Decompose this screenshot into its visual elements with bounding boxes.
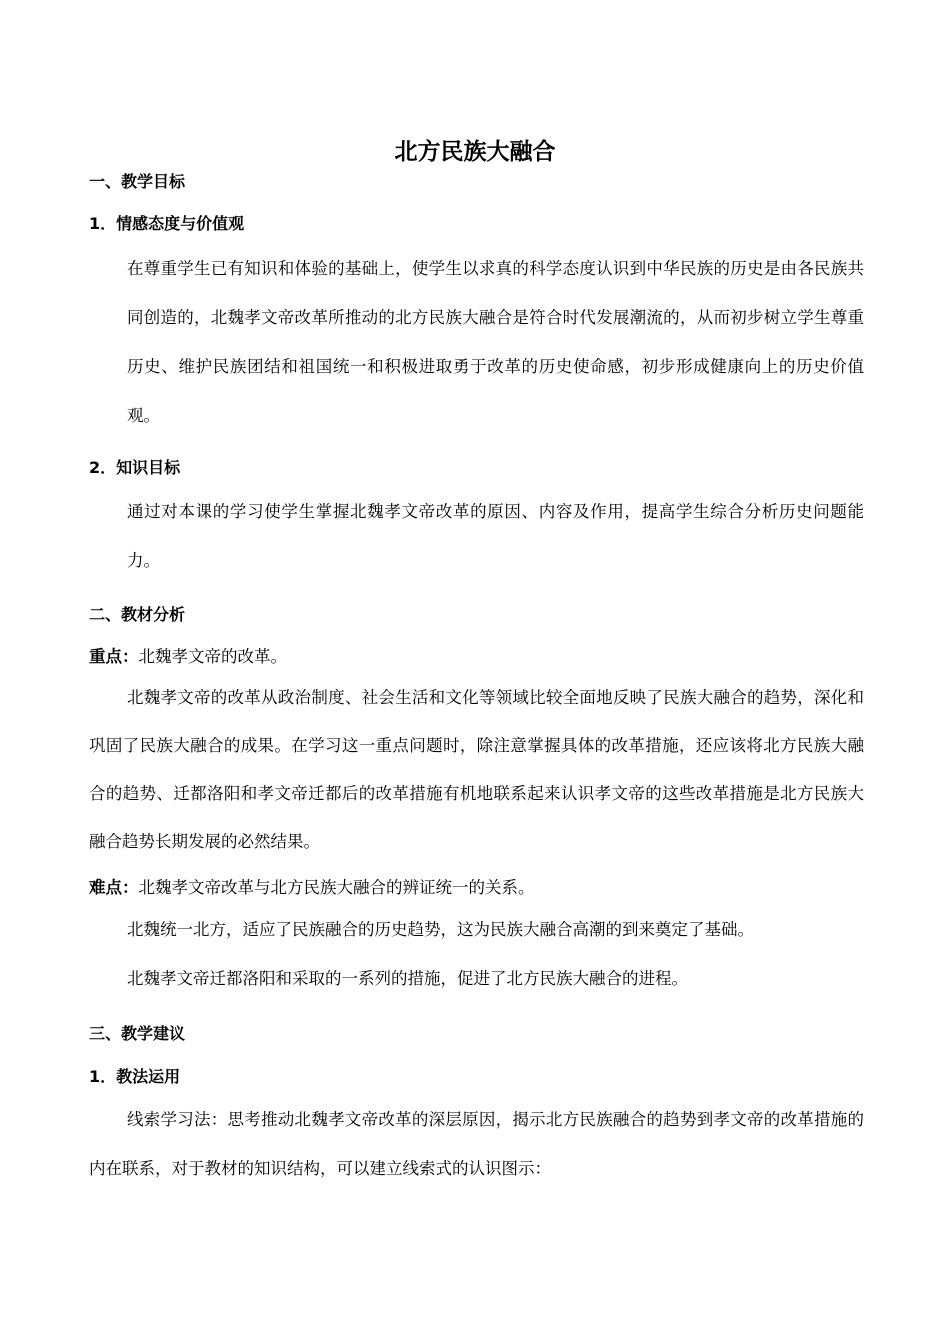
- key-point-value: 北魏孝文帝的改革。: [138, 647, 287, 666]
- section-heading-material-analysis: 二、教材分析: [89, 605, 186, 624]
- paragraph-teaching-methods: 线索学习法：思考推动北魏孝文帝改革的深层原因，揭示北方民族融合的趋势到孝文帝的改革措施的内在联系，对于教材的知识结构，可以建立线索式的认识图示：: [89, 1110, 864, 1178]
- page-title: 北方民族大融合: [394, 139, 556, 165]
- section-heading-teaching-goals: 一、教学目标: [89, 172, 186, 191]
- paragraph-key-point: 北魏孝文帝的改革从政治制度、社会生活和文化等领域比较全面地反映了民族大融合的趋势，深化和巩固了民族大融合的成果。在学习这一重点问题时，除注意掌握具体的改革措施，还应该将北方民族大融合的趋势、迁都洛阳和孝文帝迁都后的改革措施有机地联系起来认识孝文帝的这些改革措施是北方民族大融合趋势长期发展的必然结果。: [89, 688, 864, 851]
- paragraph-knowledge-goals: 通过对本课的学习使学生掌握北魏孝文帝改革的原因、内容及作用，提高学生综合分析历史问题能力。: [127, 502, 864, 570]
- difficulty-line: [89, 876, 864, 900]
- difficulty-label: 难点：: [89, 878, 139, 897]
- paragraph-difficulty-2: 北魏孝文帝迁都洛阳和采取的一系列的措施，促进了北方民族大融合的进程。: [127, 969, 688, 988]
- subheading-emotion-values: 1．情感态度与价值观: [89, 214, 245, 233]
- paragraph-emotion-values: 在尊重学生已有知识和体验的基础上，使学生以求真的科学态度认识到中华民族的历史是由各民族共同创造的，北魏孝文帝改革所推动的北方民族大融合是符合时代发展潮流的，从而初步树立学生尊重历史、维护民族团结和祖国统一和积极进取勇于改革的历史使命感，初步形成健康向上的历史价值观。: [127, 259, 864, 425]
- section-heading-teaching-suggestions: 三、教学建议: [89, 1024, 186, 1043]
- difficulty-value: 北魏孝文帝改革与北方民族大融合的辨证统一的关系。: [138, 878, 535, 897]
- key-point-line: [89, 645, 864, 669]
- paragraph-difficulty-1: 北魏统一北方，适应了民族融合的历史趋势，这为民族大融合高潮的到来奠定了基础。: [127, 920, 754, 939]
- subheading-knowledge-goals: 2．知识目标: [89, 458, 181, 477]
- key-point-label: 重点：: [89, 647, 139, 666]
- subheading-teaching-methods: 1．教法运用: [89, 1067, 181, 1086]
